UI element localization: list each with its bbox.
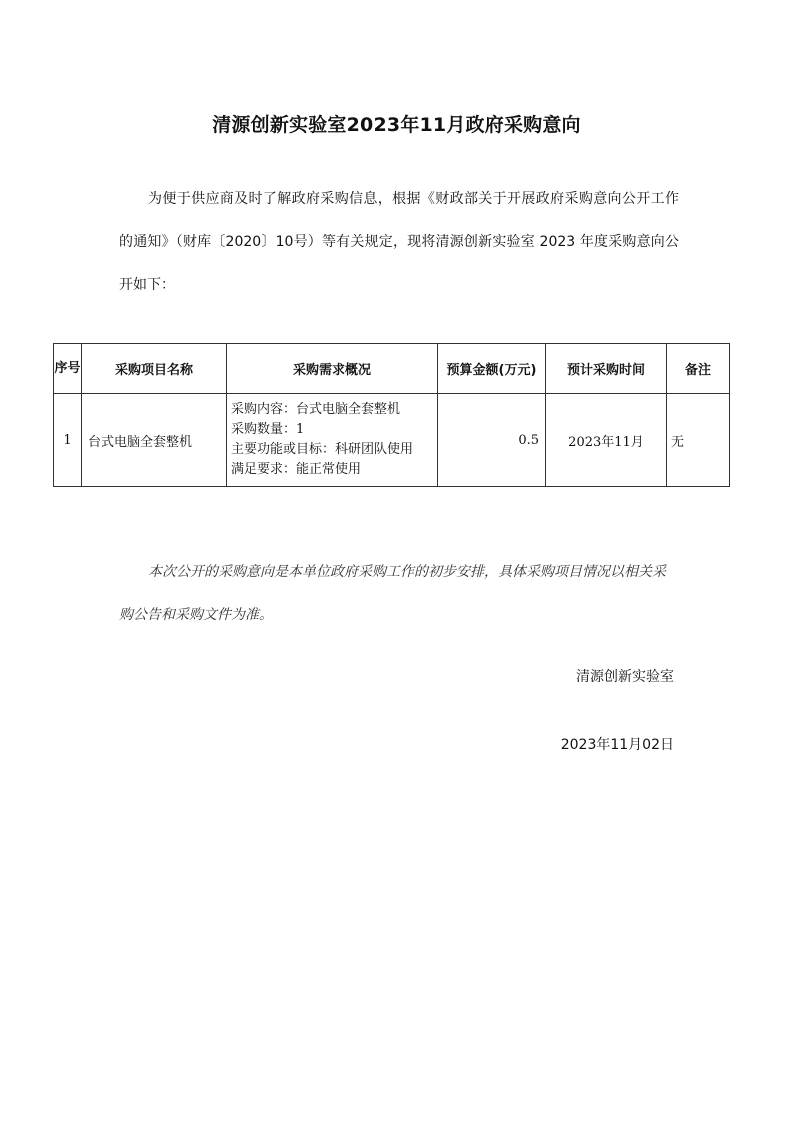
header-budget: 预算金额(万元) bbox=[438, 344, 546, 394]
procurement-table bbox=[53, 343, 730, 487]
header-requirements: 采购需求概况 bbox=[227, 344, 438, 394]
requirement-line: 主要功能或目标：科研团队使用 bbox=[231, 442, 414, 457]
cell-requirements bbox=[227, 394, 438, 487]
header-note: 备注 bbox=[667, 344, 730, 394]
table-row bbox=[54, 394, 730, 487]
requirement-line: 满足要求：能正常使用 bbox=[231, 462, 362, 477]
cell-seq: 1 bbox=[54, 394, 82, 487]
cell-item-name: 台式电脑全套整机 bbox=[82, 394, 227, 487]
document-date: 2023年11月02日 bbox=[560, 737, 674, 753]
intro-paragraph: 为便于供应商及时了解政府采购信息，根据《财政部关于开展政府采购意向公开工作的通知》（财库〔2020〕10号）等有关规定，现将清源创新实验室 2023 年度采购意向公开如下： bbox=[119, 191, 679, 293]
header-item-name: 采购项目名称 bbox=[82, 344, 227, 394]
cell-time: 2023年11月 bbox=[546, 394, 667, 487]
table-header-row bbox=[54, 344, 730, 394]
requirement-line: 采购数量：1 bbox=[231, 422, 305, 437]
signature: 清源创新实验室 bbox=[576, 669, 674, 685]
header-time: 预计采购时间 bbox=[546, 344, 667, 394]
cell-note: 无 bbox=[667, 394, 730, 487]
header-seq: 序号 bbox=[54, 344, 82, 394]
requirement-line: 采购内容：台式电脑全套整机 bbox=[231, 402, 401, 417]
document-title: 清源创新实验室2023年11月政府采购意向 bbox=[212, 114, 581, 136]
closing-paragraph: 本次公开的采购意向是本单位政府采购工作的初步安排，具体采购项目情况以相关采购公告和采购文件为准。 bbox=[119, 564, 666, 623]
cell-budget: 0.5 bbox=[438, 394, 546, 487]
